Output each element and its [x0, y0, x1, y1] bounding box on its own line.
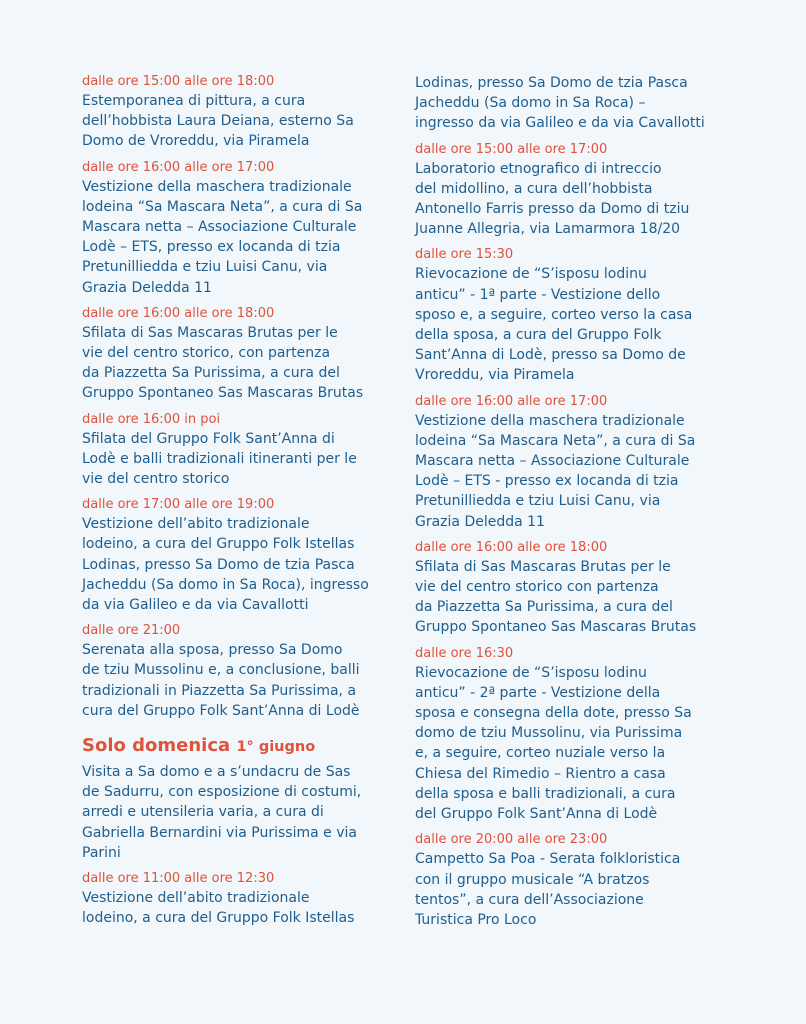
entry-time: dalle ore 11:00 alle ore 12:30	[82, 871, 275, 887]
program-entry	[82, 73, 394, 152]
entry-time: dalle ore 16:00 alle ore 18:00	[415, 539, 608, 555]
entry-time: dalle ore 21:00	[82, 623, 181, 639]
entry-description: Rievocazione de “S’isposu lodinu anticu” - 1ª parte - Vestizione dello sposo e, a seguire, corteo verso la casa della sposa, a cura del Gruppo Folk Sant’Anna di Lodè, presso sa Domo de Vroreddu, via Piramela	[415, 266, 693, 384]
entry-description: Sfilata del Gruppo Folk Sant’Anna di Lodè e balli tradizionali itineranti per le vie del centro storico	[82, 430, 357, 488]
program-entry	[82, 411, 394, 490]
program-entry	[415, 831, 727, 930]
entry-time: dalle ore 16:00 in poi	[82, 411, 221, 427]
entry-description: Serenata alla sposa, presso Sa Domo de tziu Mussolinu e, a conclusione, balli tradizionali in Piazzetta Sa Purissima, a cura del Gruppo Folk Sant’Anna di Lodè	[82, 642, 360, 719]
program-entry	[415, 246, 727, 385]
left-entries-b	[82, 870, 394, 928]
program-entry	[415, 645, 727, 825]
entry-description: Sfilata di Sas Mascaras Brutas per le vie del centro storico, con partenza da Piazzetta Sa Purissima, a cura del Gruppo Spontaneo Sas Mascaras Brutas	[82, 324, 364, 402]
entry-description: Vestizione dell’abito tradizionale lodeino, a cura del Gruppo Folk Istellas	[82, 890, 355, 927]
section-heading	[82, 734, 394, 759]
continued-entry	[415, 73, 727, 134]
entry-description: Campetto Sa Poa - Serata folkloristica con il gruppo musicale “A bratzos tentos”, a cura dell’Associazione Turistica Pro Loco	[415, 851, 681, 928]
section-intro-entry	[82, 762, 394, 863]
left-entries-a	[82, 73, 394, 721]
entry-time: dalle ore 16:00 alle ore 17:00	[82, 159, 275, 175]
section-title: Solo domenica	[82, 735, 231, 757]
entry-description: Laboratorio etnografico di intreccio del midollino, a cura dell’hobbista Antonello Farris presso da Domo di tziu Juanne Allegria, via Lamarmora 18/20	[415, 160, 690, 238]
entry-time: dalle ore 16:00 alle ore 18:00	[82, 305, 275, 321]
entry-description: Vestizione dell’abito tradizionale lodeino, a cura del Gruppo Folk Istellas Lodinas, presso Sa Domo de tzia Pasca Jacheddu (Sa domo in Sa Roca), ingresso da via Galileo e da via Cavallotti	[82, 516, 369, 614]
entry-time: dalle ore 15:30	[415, 247, 514, 263]
program-entry	[82, 622, 394, 721]
right-column	[415, 73, 727, 937]
program-entry	[82, 496, 394, 615]
entry-time: dalle ore 15:00 alle ore 17:00	[415, 141, 608, 157]
program-entry	[415, 539, 727, 638]
entry-description: Estemporanea di pittura, a cura dell’hobbista Laura Deiana, esterno Sa Domo de Vroreddu, via Piramela	[82, 93, 354, 150]
entry-time: dalle ore 16:00 alle ore 17:00	[415, 393, 608, 409]
continued-entry-text: Lodinas, presso Sa Domo de tzia Pasca Jacheddu (Sa domo in Sa Roca) – ingresso da via Galileo e da via Cavallotti	[415, 75, 705, 132]
entry-time: dalle ore 17:00 alle ore 19:00	[82, 497, 275, 513]
program-entry	[82, 305, 394, 404]
program-entry	[415, 141, 727, 240]
entry-description: Vestizione della maschera tradizionale lodeina “Sa Mascara Neta”, a cura di Sa Mascara netta – Associazione Culturale Lodè – ETS - presso ex locanda di tzia Pretunilliedda e tziu Luisi Canu, via Grazia Deledda 11	[415, 412, 696, 530]
program-entry	[82, 159, 394, 298]
left-column	[82, 73, 394, 936]
entry-time: dalle ore 20:00 alle ore 23:00	[415, 832, 608, 848]
entry-time: dalle ore 16:30	[415, 645, 514, 661]
program-entry	[415, 393, 727, 532]
section-intro-text: Visita a Sa domo e a s’undacru de Sas de Sadurru, con esposizione di costumi, arredi e utensileria varia, a cura di Gabriella Bernardini via Purissima e via Parini	[82, 764, 362, 861]
entry-time: dalle ore 15:00 alle ore 18:00	[82, 74, 275, 89]
entry-description: Vestizione della maschera tradizionale lodeina “Sa Mascara Neta”, a cura di Sa Mascara netta – Associazione Culturale Lodè – ETS, presso ex locanda di tzia Pretunilliedda e tziu Luisi Canu, via Grazia Deledda 11	[82, 178, 363, 296]
entry-description: Rievocazione de “S’isposu lodinu anticu” - 2ª parte - Vestizione della sposa e consegna della dote, presso Sa domo de tziu Mussolinu, via Purissima e, a seguire, corteo nuziale verso la Chiesa del Rimedio – Rientro a casa della sposa e balli tradizionali, a cura del Gruppo Folk Sant’Anna di Lodè	[415, 664, 692, 823]
entry-description: Sfilata di Sas Mascaras Brutas per le vie del centro storico con partenza da Piazzetta Sa Purissima, a cura del Gruppo Spontaneo Sas Mascaras Brutas	[415, 558, 697, 636]
program-entry	[82, 870, 394, 928]
section-date: 1° giugno	[236, 739, 316, 756]
